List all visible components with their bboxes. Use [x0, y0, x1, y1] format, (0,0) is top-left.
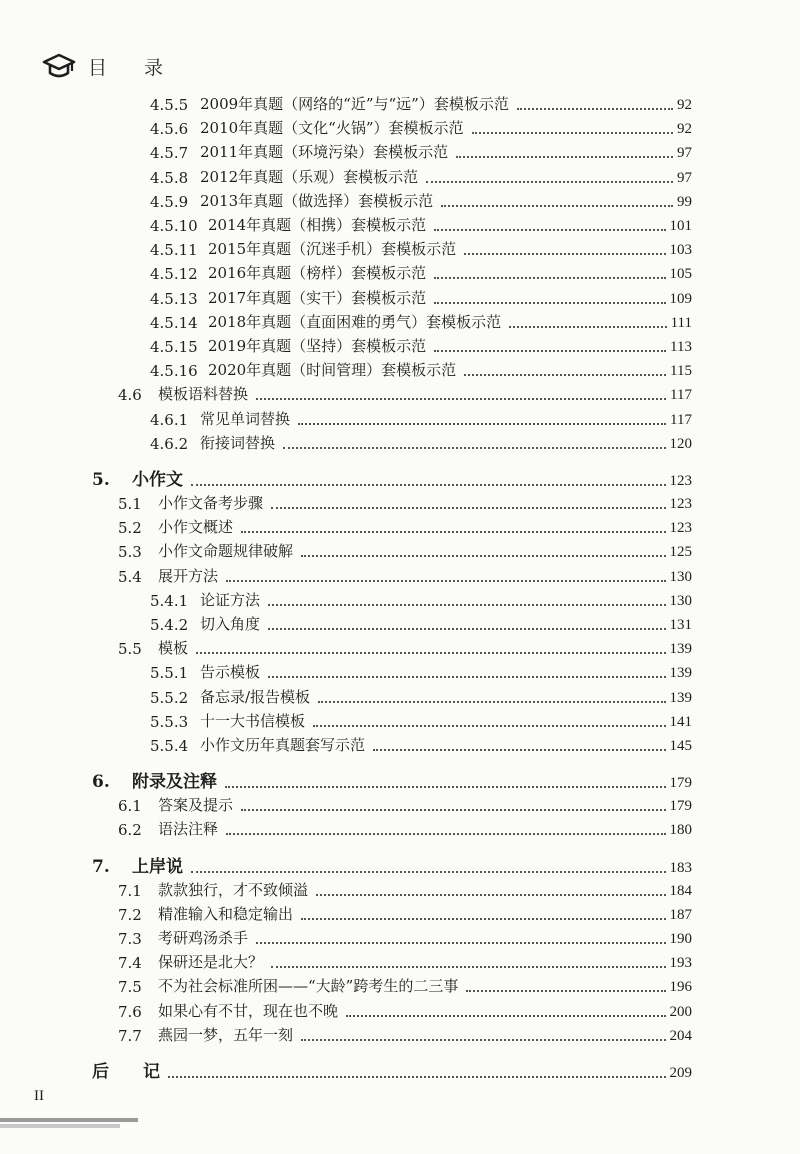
- toc-entry-page: 97: [677, 145, 692, 162]
- toc-entry-number: 4.5.11: [150, 241, 198, 260]
- toc-entry-number: 7.3: [118, 930, 142, 948]
- toc-dot-leader: [509, 326, 666, 328]
- toc-entry-page: 130: [669, 568, 692, 585]
- toc-entry-number: 5.5.1: [150, 664, 189, 683]
- toc-entry-number: 5.4.1: [150, 591, 189, 610]
- toc-entry-number: 5.2: [118, 519, 142, 538]
- toc-entry-number: 7.5: [118, 978, 142, 997]
- toc-entry-title: 2017年真题（实干）套模板示范: [208, 288, 427, 307]
- toc-dot-leader: [283, 447, 665, 449]
- toc-entry-title: 展开方法: [158, 566, 219, 585]
- toc-entry[interactable]: [150, 686, 692, 707]
- toc-entry-title: 考研鸡汤杀手: [158, 929, 249, 947]
- toc-entry-page: 92: [677, 121, 692, 138]
- toc-entry[interactable]: [118, 383, 692, 404]
- toc-entry-page: 109: [669, 290, 692, 307]
- toc-dot-leader: [456, 156, 673, 158]
- toc-dot-leader: [271, 507, 665, 509]
- toc-entry-page: 141: [669, 713, 692, 730]
- toc-entry-number: 7.1: [118, 881, 142, 900]
- toc-entry-page: 92: [677, 97, 692, 113]
- toc-entry-number: 5.: [92, 470, 110, 490]
- toc-entry-number: 5.1: [118, 495, 142, 513]
- toc-entry-page: 97: [677, 169, 692, 186]
- toc-entry-title: 款款独行，才不致倾溢: [158, 880, 309, 899]
- toc-entry-number: 7.7: [118, 1026, 142, 1045]
- toc-entry-page: 111: [670, 314, 692, 331]
- toc-entry[interactable]: [118, 927, 692, 948]
- toc-entry-title: 如果心有不甘，现在也不晚: [158, 1001, 339, 1020]
- toc-entry-number: 4.5.6: [150, 120, 189, 139]
- toc-entry-title: 后 记: [92, 1062, 160, 1082]
- toc-entry[interactable]: [118, 540, 692, 561]
- toc-entry[interactable]: [150, 613, 692, 634]
- toc-entry-title: 2019年真题（坚持）套模板示范: [208, 337, 427, 355]
- toc-entry-title: 小作文备考步骤: [158, 494, 264, 512]
- toc-entry-page: 120: [669, 435, 692, 452]
- toc-entry[interactable]: [118, 565, 692, 586]
- toc-entry[interactable]: [118, 1000, 692, 1021]
- toc-entry[interactable]: [118, 903, 692, 924]
- toc-entry-title: 2011年真题（环境污染）套模板示范: [200, 143, 449, 162]
- toc-entry-number: 6.: [92, 772, 110, 793]
- toc-entry-page: 139: [669, 689, 692, 706]
- toc-entry-title: 模板: [158, 639, 189, 658]
- toc-dot-leader: [241, 531, 665, 533]
- toc-entry-title: 模板语料替换: [158, 385, 249, 404]
- toc-entry-page: 183: [669, 859, 692, 876]
- toc-entry-page: 204: [669, 1027, 692, 1044]
- footer-decoration-bar-light: [0, 1124, 120, 1128]
- toc-entry-title: 2016年真题（榜样）套模板示范: [208, 264, 427, 283]
- toc-entry-title: 2009年真题（网络的“近”与“远”）套模板示范: [200, 95, 509, 113]
- toc-dot-leader: [441, 205, 673, 207]
- toc-dot-leader: [191, 871, 666, 873]
- toc-dot-leader: [434, 277, 665, 279]
- toc-entry-title: 精准输入和稳定输出: [158, 904, 294, 923]
- toc-entry-page: 113: [670, 339, 692, 355]
- toc-entry-number: 7.6: [118, 1002, 142, 1021]
- toc-entry[interactable]: [150, 432, 692, 453]
- toc-entry-page: 115: [670, 363, 692, 380]
- toc-entry-title: 不为社会标准所困——“大龄”跨考生的二三事: [158, 977, 459, 996]
- toc-entry-page: 184: [669, 882, 692, 899]
- toc-entry[interactable]: [150, 287, 692, 308]
- toc-entry-page: 179: [669, 798, 692, 815]
- toc-entry-title: 2010年真题（文化“火锅”）套模板示范: [200, 119, 464, 138]
- toc-entry-page: 123: [669, 496, 692, 512]
- toc-entry-title: 2020年真题（时间管理）套模板示范: [208, 361, 457, 380]
- toc-dot-leader: [271, 966, 665, 968]
- toc-entry-page: 105: [669, 266, 692, 283]
- toc-dot-leader: [373, 749, 665, 751]
- header-title-char-1: 目: [88, 56, 109, 79]
- toc-dot-leader: [268, 628, 665, 630]
- toc-entry-number: 7.2: [118, 905, 142, 924]
- toc-entry[interactable]: [150, 262, 692, 283]
- toc-entry-page: 196: [669, 979, 692, 996]
- toc-entry-page: 99: [677, 193, 692, 210]
- toc-entry-number: 4.6.1: [150, 410, 189, 429]
- toc-entry[interactable]: [150, 335, 692, 356]
- toc-entry[interactable]: [150, 93, 692, 114]
- toc-dot-leader: [464, 253, 665, 255]
- toc-entry[interactable]: [150, 710, 692, 731]
- toc-entry[interactable]: [150, 359, 692, 380]
- toc-entry-title: 2014年真题（相携）套模板示范: [208, 216, 427, 234]
- toc-entry-page: 209: [669, 1065, 692, 1081]
- toc-entry-number: 5.3: [118, 543, 142, 562]
- toc-dot-leader: [226, 580, 665, 582]
- toc-entry-page: 117: [670, 411, 692, 428]
- toc-entry-number: 4.5.14: [150, 313, 198, 332]
- toc-entry-number: 4.5.16: [150, 362, 198, 381]
- toc-entry-page: 130: [669, 592, 692, 609]
- toc-dot-leader: [346, 1015, 665, 1017]
- toc-entry[interactable]: [92, 852, 692, 877]
- toc-entry[interactable]: [150, 141, 692, 162]
- toc-entry[interactable]: [150, 734, 692, 755]
- toc-entry[interactable]: [118, 1024, 692, 1045]
- toc-entry-page: 187: [669, 906, 692, 923]
- toc-dot-leader: [466, 990, 665, 992]
- graduation-cap-icon: [42, 52, 76, 80]
- toc-dot-leader: [256, 942, 665, 944]
- toc-entry-number: 4.5.12: [150, 265, 198, 284]
- toc-entry[interactable]: [150, 589, 692, 610]
- toc-dot-leader: [301, 1039, 665, 1041]
- toc-entry-number: 4.5.5: [150, 96, 189, 114]
- toc-dot-leader: [472, 132, 673, 134]
- toc-dot-leader: [301, 918, 665, 920]
- toc-dot-leader: [434, 229, 665, 231]
- toc-entry-number: 4.5.10: [150, 217, 198, 235]
- toc-entry-title: 2013年真题（做选择）套模板示范: [200, 191, 434, 210]
- toc-entry-title: 2012年真题（乐观）套模板示范: [200, 167, 419, 186]
- toc-entry-page: 139: [669, 665, 692, 682]
- toc-entry-number: 5.5.2: [150, 688, 189, 707]
- toc-entry-page: 125: [669, 544, 692, 561]
- toc-entry-title: 小作文历年真题套写示范: [200, 736, 366, 754]
- toc-entry-page: 145: [669, 738, 692, 754]
- toc-entry-number: 4.5.15: [150, 338, 198, 356]
- toc-dot-leader: [316, 894, 665, 896]
- toc-entry-title: 附录及注释: [132, 772, 217, 793]
- toc-entry-number: 5.5.4: [150, 737, 189, 755]
- toc-entry-title: 答案及提示: [158, 796, 234, 815]
- toc-dot-leader: [313, 725, 665, 727]
- toc-entry-title: 小作文: [132, 470, 183, 490]
- toc-entry-page: 190: [669, 931, 692, 947]
- footer-decoration-bar: [0, 1118, 138, 1122]
- toc-entry-page: 193: [669, 955, 692, 972]
- toc-entry[interactable]: [92, 767, 692, 792]
- toc-entry-title: 2018年真题（直面困难的勇气）套模板示范: [208, 312, 502, 331]
- toc-entry-title: 衔接词替换: [200, 433, 276, 452]
- toc-entry-title: 小作文命题规律破解: [158, 542, 294, 561]
- header-title-char-2: 录: [144, 56, 165, 79]
- toc-entry[interactable]: [118, 516, 692, 537]
- toc-dot-leader: [268, 676, 665, 678]
- toc-entry-title: 论证方法: [200, 590, 261, 609]
- toc-entry-number: 4.6: [118, 386, 142, 405]
- toc-entry-title: 告示模板: [200, 663, 261, 682]
- toc-entry-page: 101: [669, 218, 692, 234]
- toc-entry-page: 179: [669, 775, 692, 792]
- toc-entry-number: 7.4: [118, 954, 142, 973]
- toc-entry-title: 燕园一梦，五年一刻: [158, 1025, 294, 1044]
- toc-entry-page: 117: [670, 387, 692, 404]
- toc-entry[interactable]: [118, 637, 692, 658]
- toc-entry[interactable]: [92, 1057, 692, 1082]
- toc-dot-leader: [426, 181, 673, 183]
- toc-dot-leader: [191, 484, 666, 486]
- page-header: [42, 52, 164, 80]
- toc-entry-number: 4.5.7: [150, 144, 189, 163]
- toc-entry[interactable]: [118, 492, 692, 513]
- toc-entry[interactable]: [150, 661, 692, 682]
- toc-entry[interactable]: [150, 238, 692, 259]
- toc-entry[interactable]: [92, 465, 692, 490]
- toc-entry-number: 7.: [92, 856, 110, 877]
- toc-dot-leader: [241, 809, 665, 811]
- toc-entry-number: 4.5.9: [150, 192, 189, 211]
- toc-entry-title: 2015年真题（沉迷手机）套模板示范: [208, 240, 457, 259]
- toc-entry-page: 131: [669, 617, 692, 633]
- toc-dot-leader: [318, 701, 665, 703]
- toc-entry-title: 上岸说: [132, 856, 183, 877]
- toc-entry-number: 4.5.13: [150, 289, 198, 308]
- page-number: II: [34, 1088, 44, 1104]
- toc-dot-leader: [434, 350, 666, 352]
- toc-dot-leader: [434, 302, 665, 304]
- toc-entry-number: 6.2: [118, 821, 142, 840]
- toc-entry-title: 备忘录/报告模板: [200, 687, 311, 706]
- toc-dot-leader: [226, 833, 665, 835]
- toc-dot-leader: [298, 423, 666, 425]
- toc-dot-leader: [168, 1076, 666, 1078]
- toc-entry[interactable]: [150, 166, 692, 187]
- toc-dot-leader: [225, 786, 666, 788]
- toc-entry-title: 常见单词替换: [200, 409, 291, 428]
- toc-entry-page: 180: [669, 822, 692, 839]
- toc-entry-title: 语法注释: [158, 820, 219, 839]
- toc-dot-leader: [256, 398, 666, 400]
- toc-dot-leader: [268, 604, 665, 606]
- toc-entry[interactable]: [118, 794, 692, 815]
- toc-entry-number: 4.5.8: [150, 168, 189, 187]
- toc-entry-page: 139: [669, 641, 692, 658]
- toc-entry-page: 123: [669, 520, 692, 537]
- toc-entry[interactable]: [150, 408, 692, 429]
- toc-entry-page: 200: [669, 1003, 692, 1020]
- toc-entry[interactable]: [118, 951, 692, 972]
- toc-entry[interactable]: [150, 214, 692, 235]
- toc-dot-leader: [196, 652, 665, 654]
- toc-entry[interactable]: [118, 818, 692, 839]
- toc-entry[interactable]: [118, 975, 692, 996]
- toc-entry[interactable]: [150, 117, 692, 138]
- toc-entry-title: 十一大书信模板: [200, 711, 306, 730]
- toc-entry-title: 保研还是北大？: [158, 953, 264, 972]
- toc-entry-number: 5.5.3: [150, 712, 189, 731]
- toc-entry-number: 5.4: [118, 567, 142, 586]
- toc-dot-leader: [464, 374, 666, 376]
- toc-dot-leader: [301, 555, 665, 557]
- toc-entry[interactable]: [150, 311, 692, 332]
- toc-entry-number: 6.1: [118, 797, 142, 816]
- toc-entry-number: 5.4.2: [150, 616, 189, 634]
- toc-entry[interactable]: [118, 879, 692, 900]
- toc-entry-title: 切入角度: [200, 615, 261, 633]
- toc-entry[interactable]: [150, 190, 692, 211]
- toc-entry-page: 103: [669, 242, 692, 259]
- toc-dot-leader: [517, 108, 673, 110]
- toc-entry-number: 4.6.2: [150, 434, 189, 453]
- toc-entry-number: 5.5: [118, 640, 142, 659]
- toc-entry-title: 小作文概述: [158, 518, 234, 537]
- toc-entry-page: 123: [669, 473, 692, 489]
